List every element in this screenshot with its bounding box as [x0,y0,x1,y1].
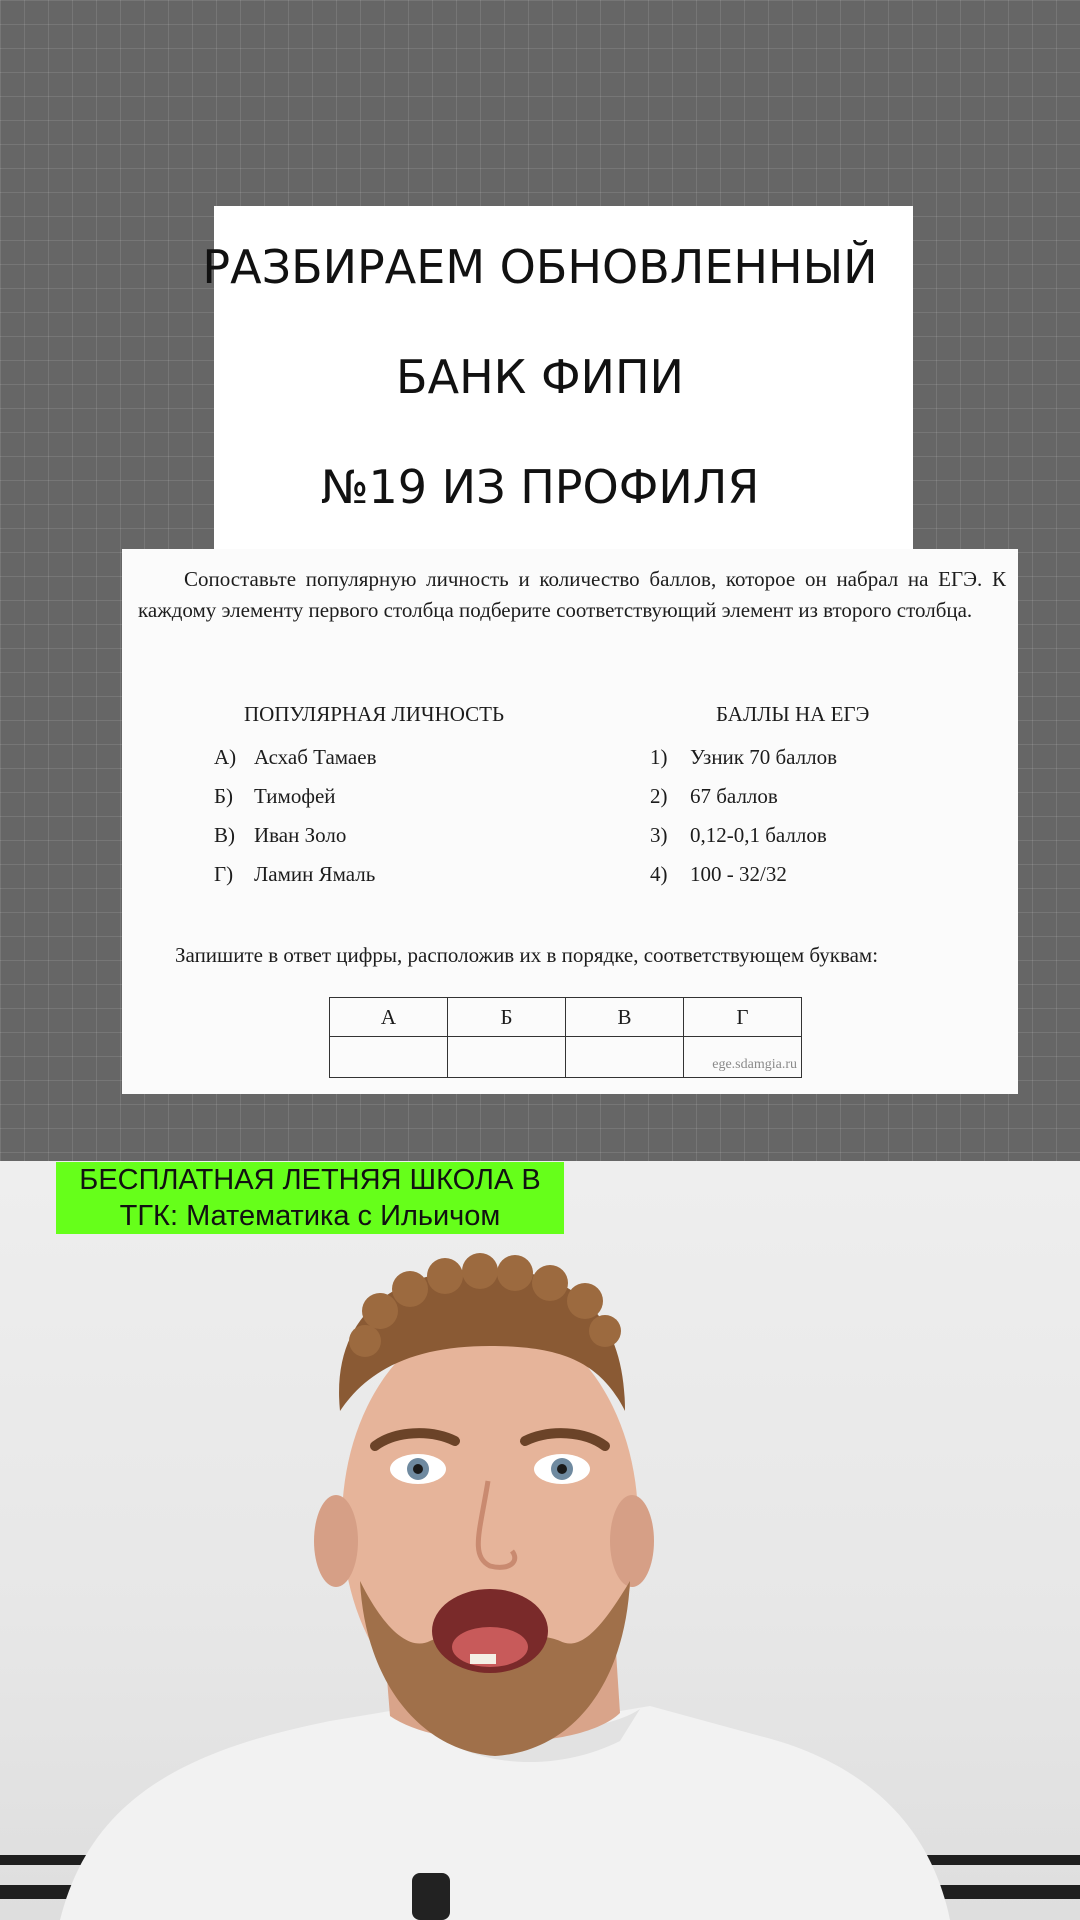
right-item-text: 67 баллов [690,784,778,808]
microphone [412,1873,450,1920]
title-line-3: №19 ИЗ ПРОФИЛЯ [320,460,760,514]
task-text: Сопоставьте популярную личность и количество баллов, которое он набрал на ЕГЭ. К каждому элементу первого столбца подберите соответствующий элемент из второго столбца. [138,567,1006,622]
answer-cell [566,1037,684,1078]
left-item [214,786,336,807]
left-item-text: Тимофей [254,784,336,808]
title-line-2: БАНК ФИПИ [396,350,684,404]
left-column-header: ПОПУЛЯРНАЯ ЛИЧНОСТЬ [244,702,505,726]
promo-line-1: БЕСПЛАТНАЯ ЛЕТНЯЯ ШКОЛА В [79,1164,541,1196]
right-item-text: 0,12-0,1 баллов [690,823,827,847]
left-item-text: Асхаб Тамаев [254,745,377,769]
answer-instruction: Запишите в ответ цифры, расположив их в порядке, соответствующем буквам: [175,943,879,967]
answer-header-cell: А [330,998,448,1037]
person-image [0,1161,1080,1920]
watermark: ege.sdamgia.ru [712,1057,797,1072]
promo-line-2: ТГК: Математика с Ильичом [119,1200,501,1232]
answer-header-cell: В [566,998,684,1037]
answer-header-cell: Б [448,998,566,1037]
answer-header-cell: Г [684,998,802,1037]
right-item-text: Узник 70 баллов [690,745,838,769]
right-item-text: 100 - 32/32 [690,862,787,886]
answer-cell [330,1037,448,1078]
right-item-label: 3) [650,823,668,847]
ear-left [314,1495,358,1587]
right-item [650,786,778,807]
answer-cell [448,1037,566,1078]
right-column-header: БАЛЛЫ НА ЕГЭ [716,702,870,726]
right-item [650,747,837,768]
video-area [0,1161,1080,1920]
ear-right [610,1495,654,1587]
left-item-text: Иван Золо [254,823,347,847]
left-item [214,864,375,885]
left-item-label: В) [214,823,235,847]
promo-banner [56,1162,564,1234]
task-card [122,549,1018,1094]
right-item-label: 4) [650,862,668,886]
right-item [650,825,827,846]
left-item-label: А) [214,745,237,769]
right-item-label: 2) [650,784,668,808]
left-item [214,825,346,846]
right-item [650,864,787,885]
left-item-label: Б) [214,784,234,808]
right-item-label: 1) [650,745,668,769]
left-item-text: Ламин Ямаль [254,862,376,886]
left-item-label: Г) [214,862,234,886]
answer-cell [684,1037,802,1078]
title-line-1: РАЗБИРАЕМ ОБНОВЛЕННЫЙ [202,240,878,294]
left-item [214,747,377,768]
answer-table [329,997,802,1078]
